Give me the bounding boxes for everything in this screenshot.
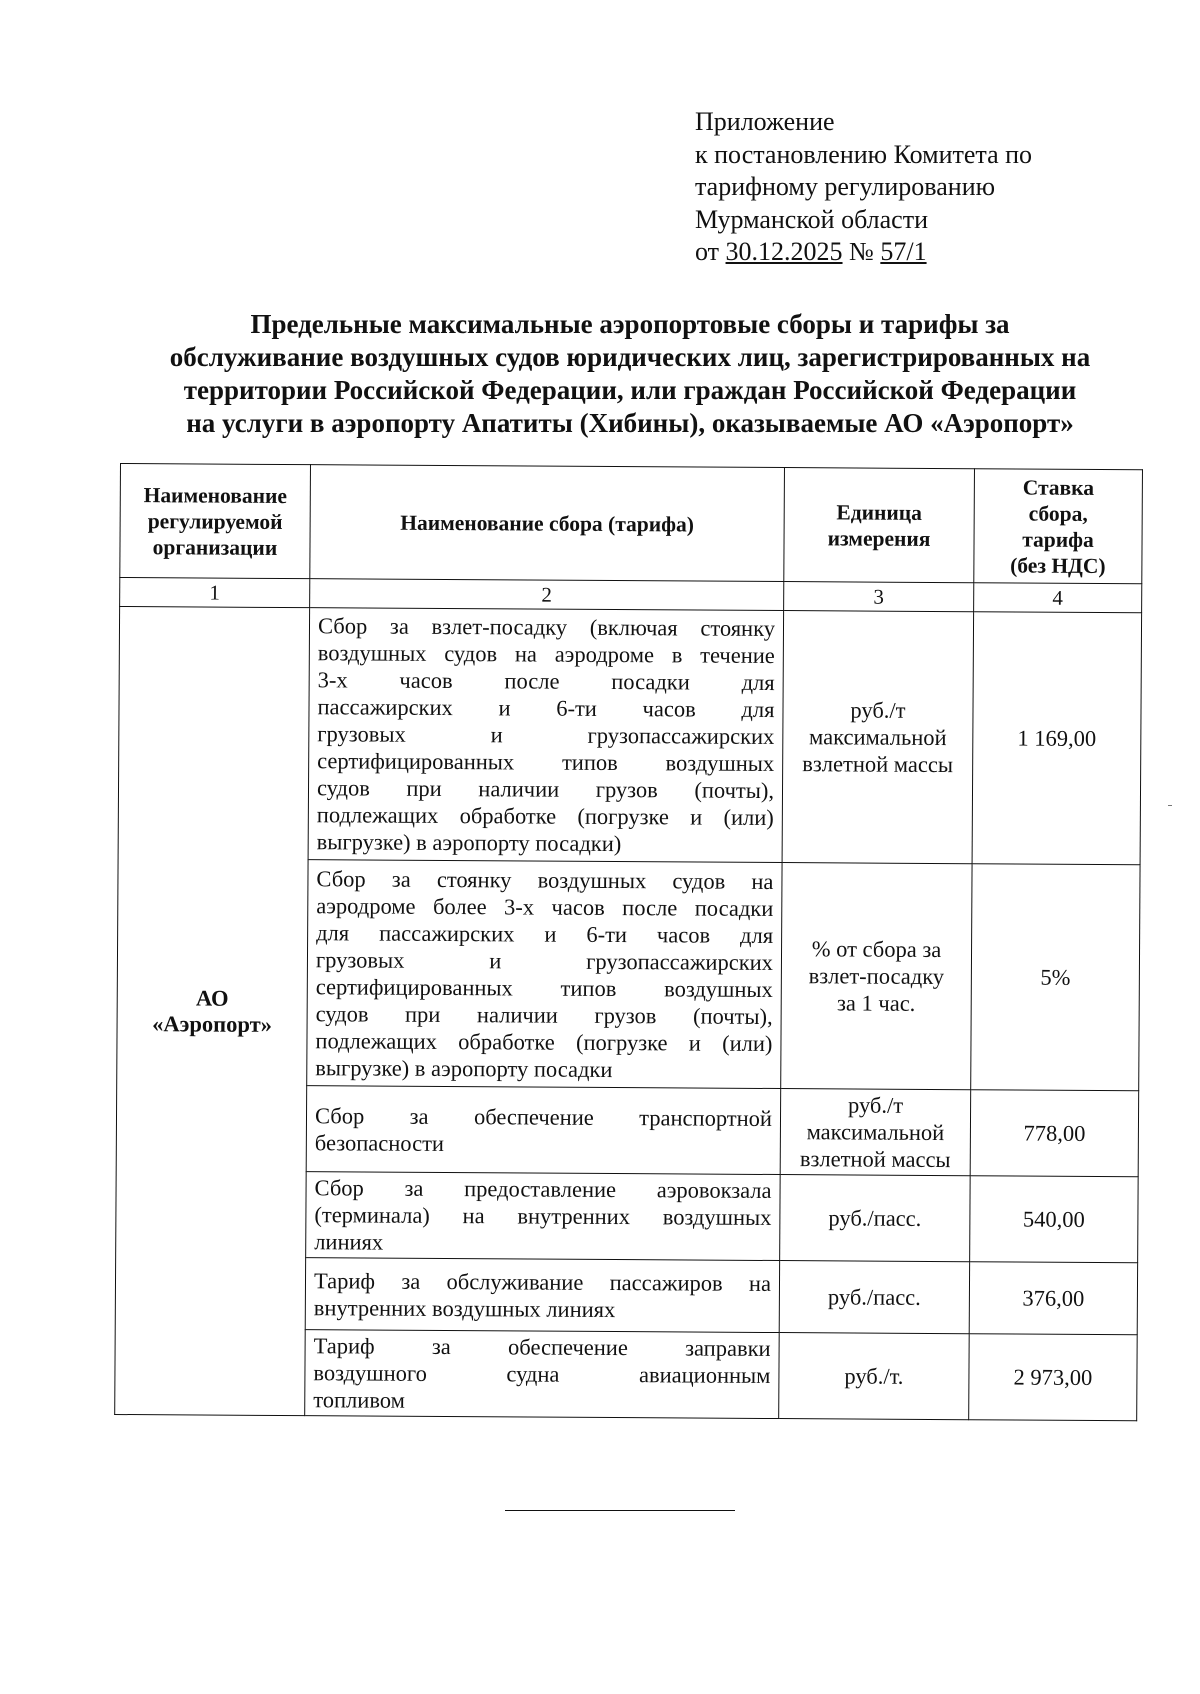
fee-name-line: Сбор за взлет-посадку (включая стоянку [317, 613, 776, 642]
appendix-line: тарифному регулированию [695, 172, 996, 201]
fee-name-line: сертифицированных типов воздушных [315, 973, 773, 1002]
unit-line: % от сбора за [811, 936, 942, 963]
title-line: Предельные максимальные аэропортовые сборы и тарифы за [250, 309, 1010, 339]
fee-name-line: Сбор за обеспечение транспортной [314, 1102, 773, 1131]
unit-line: руб./т. [844, 1363, 904, 1389]
fee-name-line: Сбор за стоянку воздушных судов на [316, 865, 774, 894]
fee-name-line: выгрузке) в аэропорту посадки [315, 1054, 613, 1082]
header-text: сбора, [1028, 501, 1088, 526]
unit-line: максимальной [806, 1119, 945, 1146]
fee-name-line: воздушного судна авиационным [313, 1360, 771, 1388]
unit-line: взлетной массы [802, 751, 954, 778]
fee-name-line: судов при наличии грузов (почты), [316, 775, 775, 804]
header-text: измерения [827, 525, 931, 551]
header-fee-name: Наименование сбора (тарифа) [310, 465, 785, 582]
organization-name: АО [195, 984, 229, 1011]
fee-name-cell [306, 1172, 781, 1261]
column-number: 3 [784, 582, 974, 612]
fee-name-line: 3-х часов после посадки для [317, 667, 775, 696]
fee-name-cell [307, 860, 782, 1089]
appendix-block [695, 106, 1032, 269]
resolution-date: 30.12.2025 [725, 237, 843, 266]
unit-line: руб./т [847, 1092, 904, 1118]
header-text: Наименование [143, 482, 288, 508]
unit-line: руб./пасс. [827, 1284, 921, 1310]
unit-line: руб./пасс. [828, 1205, 922, 1231]
scan-mark [1168, 805, 1172, 806]
fee-name-line: (терминала) на внутренних воздушных [314, 1202, 772, 1230]
appendix-line: Мурманской области [695, 204, 928, 234]
date-prefix: от [695, 237, 720, 266]
fee-name-line: подлежащих обработке (погрузке и (или) [315, 1027, 773, 1056]
header-rate [974, 469, 1143, 584]
fee-name-line: подлежащих обработке (погрузке и (или) [316, 802, 774, 831]
header-text: регулируемой [147, 508, 283, 534]
appendix-title: Приложение [695, 107, 835, 136]
title-line: на услуги в аэропорту Апатиты (Хибины), оказываемые АО «Аэропорт» [186, 408, 1074, 438]
unit-line: максимальной [808, 724, 947, 751]
unit-cell [780, 1089, 971, 1176]
header-unit [784, 468, 975, 583]
resolution-number: 57/1 [880, 237, 927, 266]
header-text: организации [152, 534, 278, 560]
unit-line: руб./т [850, 697, 906, 723]
header-organization [120, 464, 311, 579]
table-row [118, 607, 1142, 865]
header-text: (без НДС) [1010, 552, 1106, 578]
title-line: обслуживание воздушных судов юридических лиц, зарегистрированных на [169, 342, 1091, 372]
fee-name-line: топливом [313, 1387, 405, 1413]
fee-name-cell [305, 1330, 780, 1419]
tariff-table [114, 463, 1143, 1421]
rate-cell: 540,00 [970, 1176, 1139, 1263]
rate-cell: 376,00 [969, 1262, 1137, 1335]
header-text: Единица [836, 499, 923, 525]
fee-name-line: безопасности [314, 1129, 445, 1156]
fee-name-cell [305, 1258, 779, 1333]
organization-cell [115, 607, 310, 1416]
fee-name-line: линиях [314, 1229, 384, 1255]
column-number: 2 [310, 579, 784, 611]
number-sign: № [849, 237, 874, 266]
fee-name-line: сертифицированных типов воздушных [317, 748, 775, 777]
unit-cell [782, 611, 974, 864]
unit-line: взлетной массы [799, 1146, 951, 1173]
unit-line: взлет-посадку [808, 963, 945, 990]
fee-name-line: Тариф за обслуживание пассажиров на [313, 1267, 772, 1296]
fee-name-line: Тариф за обеспечение заправки [313, 1333, 771, 1361]
rate-cell: 1 169,00 [972, 612, 1142, 865]
organization-name: «Аэропорт» [152, 1010, 273, 1037]
header-text: тарифа [1022, 527, 1094, 552]
rate-cell: 778,00 [970, 1090, 1139, 1177]
unit-cell [779, 1333, 970, 1420]
fee-name-line: пассажирских и 6-ти часов для [317, 694, 775, 723]
fee-name-line: воздушных судов на аэродроме в течение [317, 640, 775, 669]
unit-cell [779, 1261, 969, 1334]
fee-name-cell [306, 1086, 781, 1175]
rate-cell: 5% [971, 864, 1140, 1091]
title-line: территории Российской Федерации, или граждан Российской Федерации [183, 375, 1077, 405]
column-number: 4 [974, 583, 1142, 613]
rate-cell: 2 973,00 [969, 1334, 1138, 1421]
fee-name-line: внутренних воздушных линиях [313, 1294, 616, 1322]
closing-divider [505, 1510, 735, 1511]
unit-line: за 1 час. [836, 990, 916, 1016]
header-text: Ставка [1022, 475, 1095, 500]
unit-cell [780, 1175, 971, 1262]
document-title [110, 308, 1150, 440]
fee-name-line: Сбор за предоставление аэровокзала [314, 1175, 772, 1203]
fee-name-line: выгрузке) в аэропорту посадки) [316, 829, 622, 857]
fee-name-cell [308, 608, 784, 863]
fee-name-line: аэродроме более 3-х часов после посадки [316, 892, 774, 921]
fee-name-line: для пассажирских и 6-ти часов для [316, 919, 774, 948]
appendix-line: к постановлению Комитета по [695, 139, 1033, 169]
fee-name-line: грузовых и грузопассажирских [315, 946, 774, 975]
column-number: 1 [120, 578, 310, 608]
table-header-row [120, 464, 1143, 584]
appendix-date-line [695, 236, 1032, 269]
unit-cell [781, 863, 972, 1090]
fee-name-line: грузовых и грузопассажирских [317, 721, 775, 750]
fee-name-line: судов при наличии грузов (почты), [315, 1000, 773, 1029]
